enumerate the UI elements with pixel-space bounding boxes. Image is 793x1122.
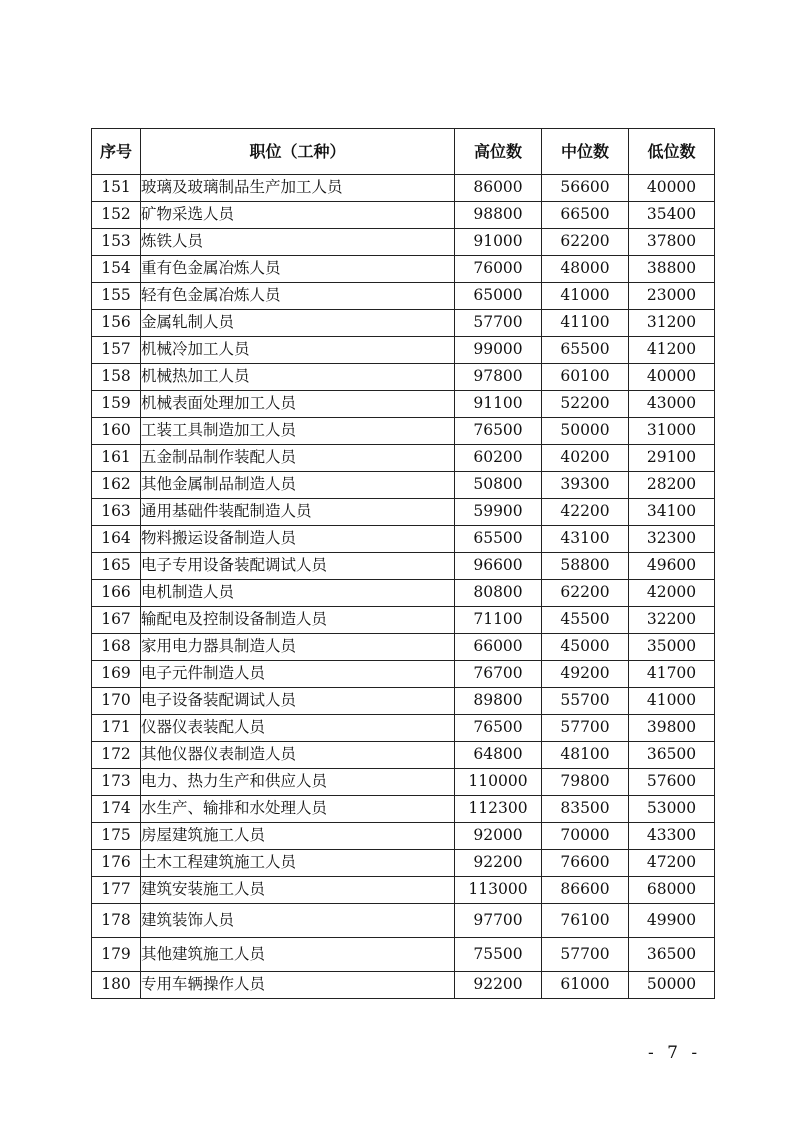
- cell-high: 98800: [455, 202, 542, 229]
- cell-low: 68000: [629, 877, 715, 904]
- cell-position: 电力、热力生产和供应人员: [141, 769, 455, 796]
- cell-high: 91100: [455, 391, 542, 418]
- cell-position: 电子设备装配调试人员: [141, 688, 455, 715]
- cell-mid: 45500: [542, 607, 629, 634]
- table-row: [92, 972, 715, 999]
- cell-high: 92200: [455, 972, 542, 999]
- cell-seq: 151: [92, 175, 141, 202]
- cell-position: 通用基础件装配制造人员: [141, 499, 455, 526]
- table-row: [92, 364, 715, 391]
- cell-mid: 76100: [542, 904, 629, 938]
- cell-low: 36500: [629, 742, 715, 769]
- cell-high: 113000: [455, 877, 542, 904]
- cell-mid: 86600: [542, 877, 629, 904]
- table-row: [92, 310, 715, 337]
- cell-high: 92000: [455, 823, 542, 850]
- header-mid: 中位数: [542, 129, 629, 175]
- cell-seq: 163: [92, 499, 141, 526]
- cell-high: 76500: [455, 418, 542, 445]
- table-row: [92, 877, 715, 904]
- cell-low: 31200: [629, 310, 715, 337]
- cell-seq: 154: [92, 256, 141, 283]
- cell-mid: 41100: [542, 310, 629, 337]
- cell-low: 35400: [629, 202, 715, 229]
- cell-low: 49900: [629, 904, 715, 938]
- cell-seq: 172: [92, 742, 141, 769]
- table-row: [92, 904, 715, 938]
- header-low: 低位数: [629, 129, 715, 175]
- cell-mid: 83500: [542, 796, 629, 823]
- table-body: [92, 175, 715, 999]
- cell-low: 35000: [629, 634, 715, 661]
- cell-high: 112300: [455, 796, 542, 823]
- cell-position: 土木工程建筑施工人员: [141, 850, 455, 877]
- cell-position: 机械热加工人员: [141, 364, 455, 391]
- cell-mid: 57700: [542, 715, 629, 742]
- cell-mid: 62200: [542, 229, 629, 256]
- cell-high: 65500: [455, 526, 542, 553]
- cell-low: 47200: [629, 850, 715, 877]
- cell-high: 96600: [455, 553, 542, 580]
- cell-high: 76000: [455, 256, 542, 283]
- cell-high: 75500: [455, 938, 542, 972]
- cell-seq: 165: [92, 553, 141, 580]
- table-row: [92, 175, 715, 202]
- cell-mid: 56600: [542, 175, 629, 202]
- cell-position: 五金制品制作装配人员: [141, 445, 455, 472]
- cell-high: 86000: [455, 175, 542, 202]
- table-row: [92, 337, 715, 364]
- cell-position: 水生产、输排和水处理人员: [141, 796, 455, 823]
- cell-low: 49600: [629, 553, 715, 580]
- cell-seq: 175: [92, 823, 141, 850]
- cell-seq: 161: [92, 445, 141, 472]
- cell-high: 65000: [455, 283, 542, 310]
- cell-position: 重有色金属冶炼人员: [141, 256, 455, 283]
- cell-low: 43000: [629, 391, 715, 418]
- cell-low: 37800: [629, 229, 715, 256]
- cell-seq: 156: [92, 310, 141, 337]
- cell-seq: 176: [92, 850, 141, 877]
- cell-mid: 66500: [542, 202, 629, 229]
- table-row: [92, 715, 715, 742]
- cell-position: 矿物采选人员: [141, 202, 455, 229]
- cell-mid: 57700: [542, 938, 629, 972]
- cell-position: 机械冷加工人员: [141, 337, 455, 364]
- cell-high: 110000: [455, 769, 542, 796]
- table-row: [92, 850, 715, 877]
- cell-mid: 45000: [542, 634, 629, 661]
- cell-seq: 179: [92, 938, 141, 972]
- table-row: [92, 823, 715, 850]
- cell-position: 轻有色金属冶炼人员: [141, 283, 455, 310]
- table-row: [92, 769, 715, 796]
- table-row: [92, 553, 715, 580]
- cell-mid: 62200: [542, 580, 629, 607]
- cell-seq: 177: [92, 877, 141, 904]
- cell-seq: 152: [92, 202, 141, 229]
- cell-position: 电子元件制造人员: [141, 661, 455, 688]
- cell-high: 59900: [455, 499, 542, 526]
- cell-seq: 160: [92, 418, 141, 445]
- cell-position: 电子专用设备装配调试人员: [141, 553, 455, 580]
- cell-low: 34100: [629, 499, 715, 526]
- cell-high: 80800: [455, 580, 542, 607]
- cell-high: 60200: [455, 445, 542, 472]
- cell-seq: 168: [92, 634, 141, 661]
- cell-position: 家用电力器具制造人员: [141, 634, 455, 661]
- table-row: [92, 418, 715, 445]
- cell-low: 39800: [629, 715, 715, 742]
- page-number: - 7 -: [648, 1043, 702, 1063]
- table-row: [92, 796, 715, 823]
- cell-position: 其他仪器仪表制造人员: [141, 742, 455, 769]
- cell-low: 41200: [629, 337, 715, 364]
- cell-mid: 58800: [542, 553, 629, 580]
- cell-seq: 153: [92, 229, 141, 256]
- cell-high: 99000: [455, 337, 542, 364]
- salary-table: [91, 128, 715, 999]
- header-seq: 序号: [92, 129, 141, 175]
- cell-low: 38800: [629, 256, 715, 283]
- cell-low: 53000: [629, 796, 715, 823]
- table-row: [92, 607, 715, 634]
- cell-low: 42000: [629, 580, 715, 607]
- table-row: [92, 634, 715, 661]
- table-row: [92, 499, 715, 526]
- cell-seq: 171: [92, 715, 141, 742]
- cell-mid: 43100: [542, 526, 629, 553]
- cell-high: 50800: [455, 472, 542, 499]
- cell-low: 41000: [629, 688, 715, 715]
- cell-mid: 42200: [542, 499, 629, 526]
- cell-position: 输配电及控制设备制造人员: [141, 607, 455, 634]
- cell-position: 仪器仪表装配人员: [141, 715, 455, 742]
- table-row: [92, 202, 715, 229]
- table-header: [92, 129, 715, 175]
- cell-low: 50000: [629, 972, 715, 999]
- table-row: [92, 938, 715, 972]
- cell-seq: 159: [92, 391, 141, 418]
- table-row: [92, 661, 715, 688]
- cell-seq: 164: [92, 526, 141, 553]
- table-row: [92, 688, 715, 715]
- cell-position: 其他建筑施工人员: [141, 938, 455, 972]
- cell-high: 97800: [455, 364, 542, 391]
- cell-position: 建筑装饰人员: [141, 904, 455, 938]
- table-row: [92, 472, 715, 499]
- header-row: [92, 129, 715, 175]
- cell-position: 工装工具制造加工人员: [141, 418, 455, 445]
- table-row: [92, 526, 715, 553]
- cell-mid: 49200: [542, 661, 629, 688]
- table-row: [92, 391, 715, 418]
- cell-position: 物料搬运设备制造人员: [141, 526, 455, 553]
- cell-seq: 169: [92, 661, 141, 688]
- cell-mid: 50000: [542, 418, 629, 445]
- cell-seq: 155: [92, 283, 141, 310]
- cell-position: 房屋建筑施工人员: [141, 823, 455, 850]
- cell-mid: 60100: [542, 364, 629, 391]
- cell-seq: 174: [92, 796, 141, 823]
- cell-high: 64800: [455, 742, 542, 769]
- cell-mid: 39300: [542, 472, 629, 499]
- cell-high: 89800: [455, 688, 542, 715]
- cell-position: 电机制造人员: [141, 580, 455, 607]
- cell-seq: 167: [92, 607, 141, 634]
- cell-position: 建筑安装施工人员: [141, 877, 455, 904]
- cell-position: 其他金属制品制造人员: [141, 472, 455, 499]
- table-row: [92, 742, 715, 769]
- cell-low: 41700: [629, 661, 715, 688]
- cell-seq: 178: [92, 904, 141, 938]
- cell-seq: 158: [92, 364, 141, 391]
- cell-position: 炼铁人员: [141, 229, 455, 256]
- cell-mid: 48000: [542, 256, 629, 283]
- cell-mid: 70000: [542, 823, 629, 850]
- cell-seq: 173: [92, 769, 141, 796]
- cell-mid: 41000: [542, 283, 629, 310]
- table-row: [92, 256, 715, 283]
- cell-high: 76500: [455, 715, 542, 742]
- cell-low: 32200: [629, 607, 715, 634]
- cell-mid: 65500: [542, 337, 629, 364]
- cell-mid: 76600: [542, 850, 629, 877]
- cell-seq: 166: [92, 580, 141, 607]
- cell-low: 23000: [629, 283, 715, 310]
- cell-low: 40000: [629, 364, 715, 391]
- cell-position: 机械表面处理加工人员: [141, 391, 455, 418]
- cell-low: 36500: [629, 938, 715, 972]
- cell-mid: 52200: [542, 391, 629, 418]
- cell-low: 43300: [629, 823, 715, 850]
- cell-mid: 48100: [542, 742, 629, 769]
- table-row: [92, 580, 715, 607]
- cell-low: 31000: [629, 418, 715, 445]
- cell-low: 57600: [629, 769, 715, 796]
- cell-low: 32300: [629, 526, 715, 553]
- cell-low: 28200: [629, 472, 715, 499]
- cell-seq: 162: [92, 472, 141, 499]
- cell-mid: 55700: [542, 688, 629, 715]
- cell-seq: 157: [92, 337, 141, 364]
- cell-seq: 170: [92, 688, 141, 715]
- cell-high: 66000: [455, 634, 542, 661]
- cell-high: 76700: [455, 661, 542, 688]
- cell-high: 71100: [455, 607, 542, 634]
- cell-seq: 180: [92, 972, 141, 999]
- cell-position: 玻璃及玻璃制品生产加工人员: [141, 175, 455, 202]
- table-row: [92, 283, 715, 310]
- cell-position: 专用车辆操作人员: [141, 972, 455, 999]
- header-position: 职位（工种）: [141, 129, 455, 175]
- cell-mid: 79800: [542, 769, 629, 796]
- cell-high: 97700: [455, 904, 542, 938]
- cell-high: 91000: [455, 229, 542, 256]
- cell-mid: 61000: [542, 972, 629, 999]
- cell-position: 金属轧制人员: [141, 310, 455, 337]
- cell-low: 40000: [629, 175, 715, 202]
- cell-low: 29100: [629, 445, 715, 472]
- cell-high: 57700: [455, 310, 542, 337]
- table-row: [92, 229, 715, 256]
- cell-mid: 40200: [542, 445, 629, 472]
- table-row: [92, 445, 715, 472]
- cell-high: 92200: [455, 850, 542, 877]
- header-high: 高位数: [455, 129, 542, 175]
